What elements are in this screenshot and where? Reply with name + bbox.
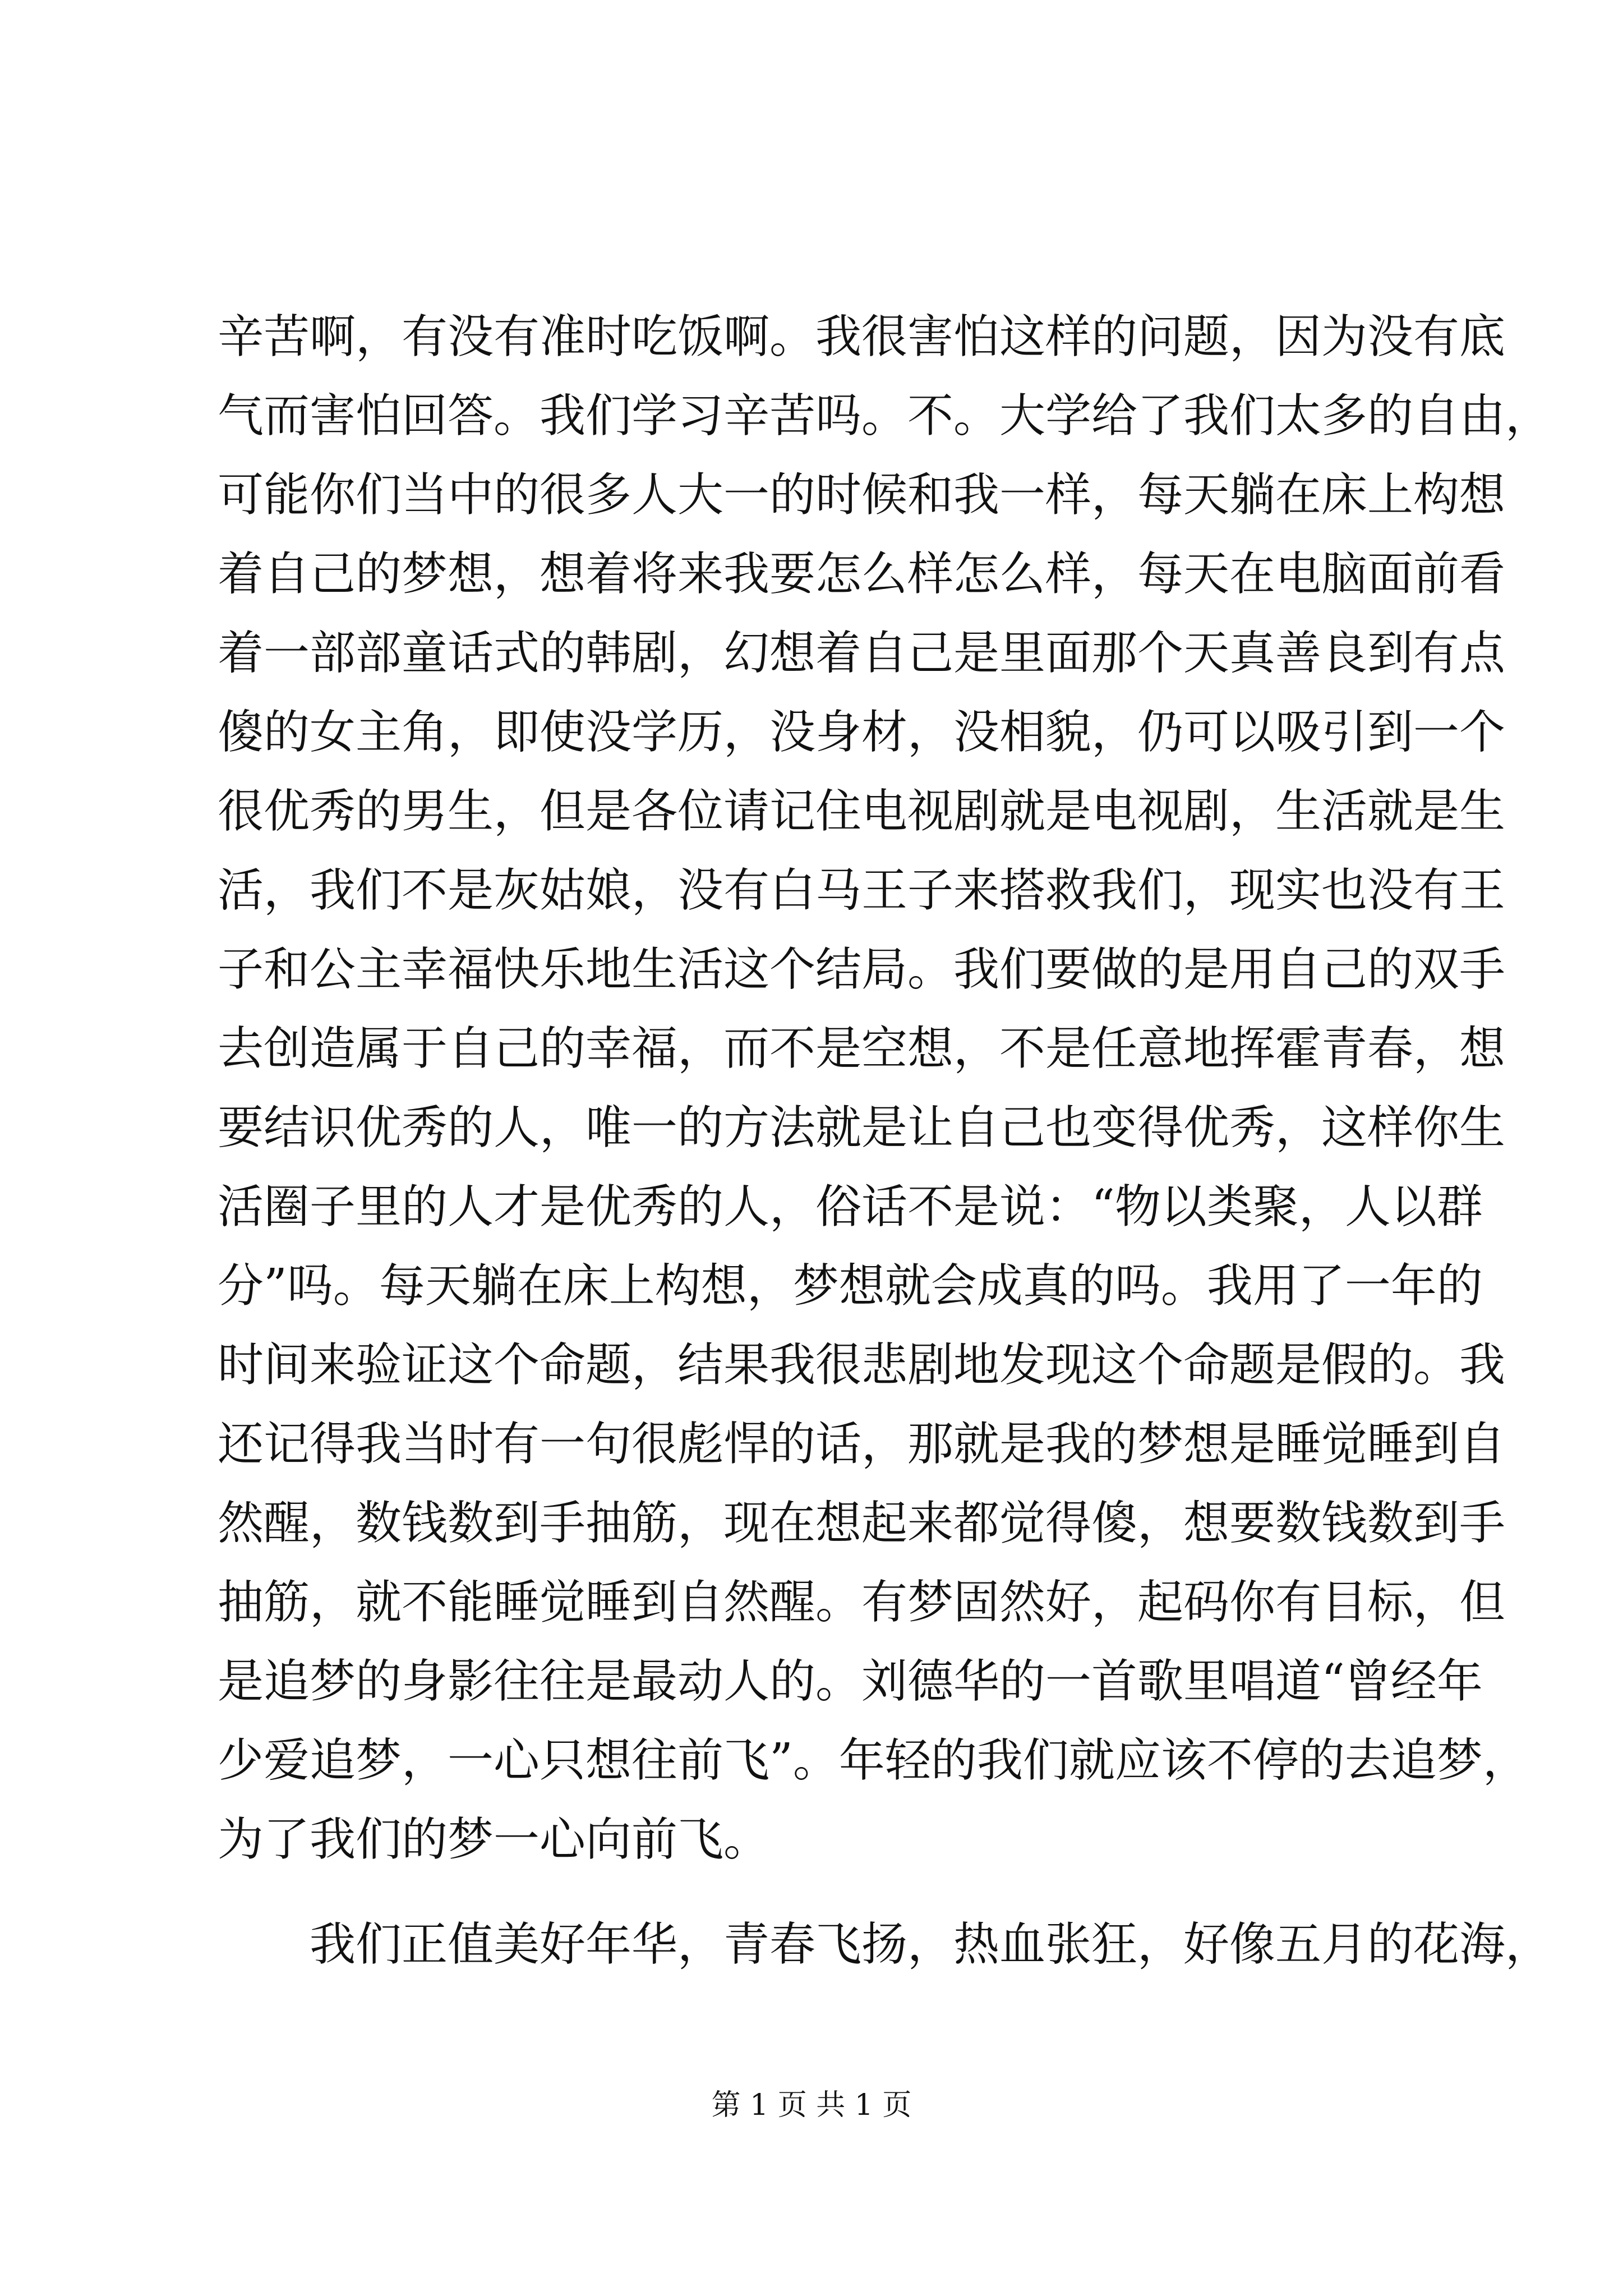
body-text bbox=[218, 297, 1552, 1984]
text-line: 很优秀的男生，但是各位请记住电视剧就是电视剧，生活就是生 bbox=[218, 785, 1506, 838]
text-line: 子和公主幸福快乐地生活这个结局。我们要做的是用自己的双手 bbox=[218, 943, 1506, 996]
text-line: 活，我们不是灰姑娘，没有白马王子来搭救我们，现实也没有王 bbox=[218, 864, 1506, 917]
text-line: 傻的女主角，即使没学历，没身材，没相貌，仍可以吸引到一个 bbox=[218, 706, 1506, 759]
text-line: 少爱追梦，一心只想往前飞”。年轻的我们就应该不停的去追梦， bbox=[218, 1734, 1529, 1787]
text-line: 抽筋，就不能睡觉睡到自然醒。有梦固然好，起码你有目标，但 bbox=[218, 1576, 1506, 1629]
text-line: 要结识优秀的人，唯一的方法就是让自己也变得优秀，这样你生 bbox=[218, 1101, 1506, 1154]
text-line: 气而害怕回答。我们学习辛苦吗。不。大学给了我们太多的自由， bbox=[218, 389, 1552, 443]
text-line: 去创造属于自己的幸福，而不是空想，不是任意地挥霍青春，想 bbox=[218, 1022, 1506, 1075]
text-line: 着一部部童话式的韩剧，幻想着自己是里面那个天真善良到有点 bbox=[218, 627, 1506, 680]
text-line: 可能你们当中的很多人大一的时候和我一样，每天躺在床上构想 bbox=[218, 468, 1506, 522]
text-line: 我们正值美好年华，青春飞扬，热血张狂，好像五月的花海， bbox=[310, 1918, 1552, 1971]
text-line: 着自己的梦想，想着将来我要怎么样怎么样，每天在电脑面前看 bbox=[218, 547, 1506, 601]
page-footer: 第 1 页 共 1 页 bbox=[711, 2088, 912, 2122]
text-line: 为了我们的梦一心向前飞。 bbox=[218, 1813, 770, 1866]
text-line: 还记得我当时有一句很彪悍的话，那就是我的梦想是睡觉睡到自 bbox=[218, 1418, 1506, 1471]
text-line: 辛苦啊，有没有准时吃饭啊。我很害怕这样的问题，因为没有底 bbox=[218, 310, 1506, 364]
text-line: 是追梦的身影往往是最动人的。刘德华的一首歌里唱道“曾经年 bbox=[218, 1655, 1483, 1708]
text-line: 时间来验证这个命题，结果我很悲剧地发现这个命题是假的。我 bbox=[218, 1338, 1506, 1392]
paragraph bbox=[218, 1905, 1552, 1984]
text-line: 然醒，数钱数到手抽筋，现在想起来都觉得傻，想要数钱数到手 bbox=[218, 1497, 1506, 1550]
text-line: 活圈子里的人才是优秀的人，俗话不是说：“物以类聚，人以群 bbox=[218, 1180, 1483, 1234]
text-line: 分”吗。每天躺在床上构想，梦想就会成真的吗。我用了一年的 bbox=[218, 1259, 1483, 1313]
paragraph bbox=[218, 297, 1552, 1879]
paragraph-gap bbox=[218, 1879, 1423, 1905]
